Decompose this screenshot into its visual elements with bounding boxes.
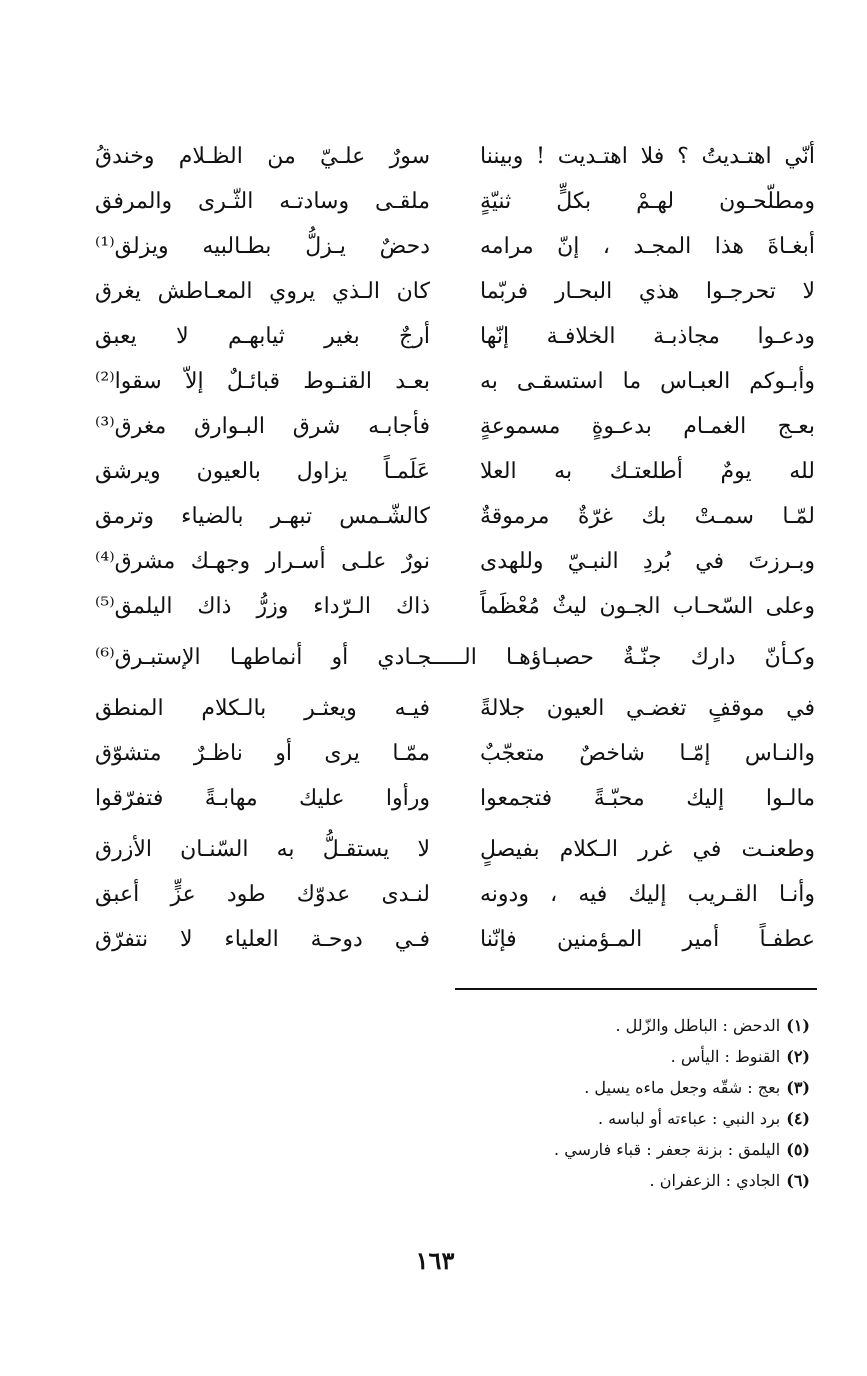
verse-second-hemistich: فيـه ويعثـر بالـكلام المنطق	[95, 696, 430, 721]
poem-verse	[95, 224, 815, 269]
verse-second-hemistich: سورٌ علـيّ من الظـلام وخندقُ	[95, 144, 430, 169]
poem-verse	[95, 314, 815, 359]
poem-full-line-verse: وكـأنّ دارك جنّـةٌ حصبـاؤهـا الـــــجـادي أو أنماطهـا الإستبـرق⁽⁶⁾	[95, 645, 815, 670]
footnote-marker: (٥)	[786, 1140, 810, 1159]
poem-verse	[95, 686, 815, 731]
poem	[95, 134, 815, 962]
poem-verse	[95, 731, 815, 776]
footnote-item	[400, 1134, 810, 1165]
verse-first-hemistich: ودعـوا مجاذبـة الخلافـة إنّها	[480, 324, 815, 349]
footnote-item	[400, 1103, 810, 1134]
footnote-marker: (٦)	[786, 1171, 810, 1190]
verse-first-hemistich: في موقفٍ تغضـي العيون جلالةً	[480, 696, 815, 721]
footnote-text: برد النبي : عباءته أو لباسه .	[598, 1109, 781, 1128]
verse-second-hemistich: كالشّـمس تبهـر بالضياء وترمق	[95, 504, 430, 529]
verse-first-hemistich: والنـاس إمّـا شاخصٌ متعجّبٌ	[480, 741, 815, 766]
verse-first-hemistich: وعلى السّحـاب الجـون ليثٌ مُعْظَماً	[480, 594, 815, 619]
verse-first-hemistich: ومطلّحـون لهـمْ بكلٍّ ثنيّةٍ	[480, 189, 815, 214]
footnote-item	[400, 1072, 810, 1103]
verse-second-hemistich: لنـدى عدوّك طود عزٍّ أعبق	[95, 882, 430, 907]
verse-first-hemistich: مالـوا إليك محبّـةً فتجمعوا	[480, 786, 815, 811]
verse-first-hemistich: أبغـاةَ هذا المجـد ، إنّ مرامه	[480, 234, 815, 259]
verse-second-hemistich: أرجٌ بغير ثيابهـم لا يعبق	[95, 324, 430, 349]
poem-verse	[95, 872, 815, 917]
poem-verse	[95, 584, 815, 629]
poem-verse	[95, 449, 815, 494]
verse-second-hemistich: ورأوا عليك مهابـةً فتفرّقوا	[95, 786, 430, 811]
poem-verse	[95, 269, 815, 314]
verse-first-hemistich: وطعنـت في غرر الـكلام بفيصلٍ	[480, 837, 815, 862]
poem-verse	[95, 539, 815, 584]
footnotes-list	[400, 1010, 810, 1196]
verse-first-hemistich: بعـج الغمـام بدعـوةٍ مسموعةٍ	[480, 414, 815, 439]
footnote-text: القنوط : اليأس .	[670, 1047, 781, 1066]
footnote-text: اليلمق : بزنة جعفر : قباء فارسي .	[554, 1140, 781, 1159]
footnote-marker: (١)	[786, 1016, 810, 1035]
footnote-marker: (٢)	[786, 1047, 810, 1066]
poem-verse	[95, 179, 815, 224]
footnote-marker: (٤)	[786, 1109, 810, 1128]
verse-first-hemistich: عطفـاً أمير المـؤمنين فإنّنا	[480, 927, 815, 952]
verse-first-hemistich: لله يومٌ أطلعتـك به العلا	[480, 459, 815, 484]
footnote-marker: (٣)	[786, 1078, 810, 1097]
verse-first-hemistich: أنّي اهتـديتُ ؟ فلا اهتـديت ! وبيننا	[480, 144, 815, 169]
poem-verse	[95, 494, 815, 539]
verse-second-hemistich: كان الـذي يروي المعـاطش يغرق	[95, 279, 430, 304]
verse-second-hemistich: لا يستقـلُّ به السّنـان الأزرق	[95, 837, 430, 862]
footnote-text: بعج : شقّه وجعل ماءه يسيل .	[584, 1078, 781, 1097]
footnote-text: الجادي : الزعفران .	[649, 1171, 781, 1190]
verse-second-hemistich: ذاك الـرّداء وزرُّ ذاك اليلمق⁽⁵⁾	[95, 594, 430, 619]
footnote-item	[400, 1165, 810, 1196]
verse-second-hemistich: دحضٌ يـزلُّ بطـالبيه ويزلق⁽¹⁾	[95, 234, 430, 259]
poem-verse	[95, 134, 815, 179]
footnote-item	[400, 1041, 810, 1072]
verse-first-hemistich: وأبـوكم العبـاس ما استسقـى به	[480, 369, 815, 394]
verse-second-hemistich: فـي دوحـة العلياء لا نتفرّق	[95, 927, 430, 952]
verse-second-hemistich: عَلَمـاً يزاول بالعيون ويرشق	[95, 459, 430, 484]
footnote-text: الدحض : الباطل والزّلل .	[615, 1016, 781, 1035]
verse-second-hemistich: بعـد القنـوط قبائـلٌ إلاّ سقوا⁽²⁾	[95, 369, 430, 394]
footnote-divider	[455, 988, 817, 990]
verse-first-hemistich: لمّـا سمـتْ بك غرّةٌ مرموقةٌ	[480, 504, 815, 529]
poem-verse	[95, 404, 815, 449]
poem-verse	[95, 827, 815, 872]
verse-second-hemistich: ملقـى وسادتـه الثّـرى والمرفق	[95, 189, 430, 214]
verse-first-hemistich: وبـرزتَ في بُردِ النبـيّ وللهدى	[480, 549, 815, 574]
verse-second-hemistich: فأجابـه شرق البـوارق مغرق⁽³⁾	[95, 414, 430, 439]
verse-second-hemistich: ممّـا يرى أو ناظـرٌ متشوّق	[95, 741, 430, 766]
verse-first-hemistich: لا تحرجـوا هذي البحـار فربّما	[480, 279, 815, 304]
poem-verse	[95, 359, 815, 404]
verse-first-hemistich: وأنـا القـريب إليك فيه ، ودونه	[480, 882, 815, 907]
verse-second-hemistich: نورٌ علـى أسـرار وجهـك مشرق⁽⁴⁾	[95, 549, 430, 574]
page-number: ١٦٣	[415, 1246, 455, 1275]
footnote-item	[400, 1010, 810, 1041]
poem-verse	[95, 776, 815, 821]
poem-verse	[95, 917, 815, 962]
